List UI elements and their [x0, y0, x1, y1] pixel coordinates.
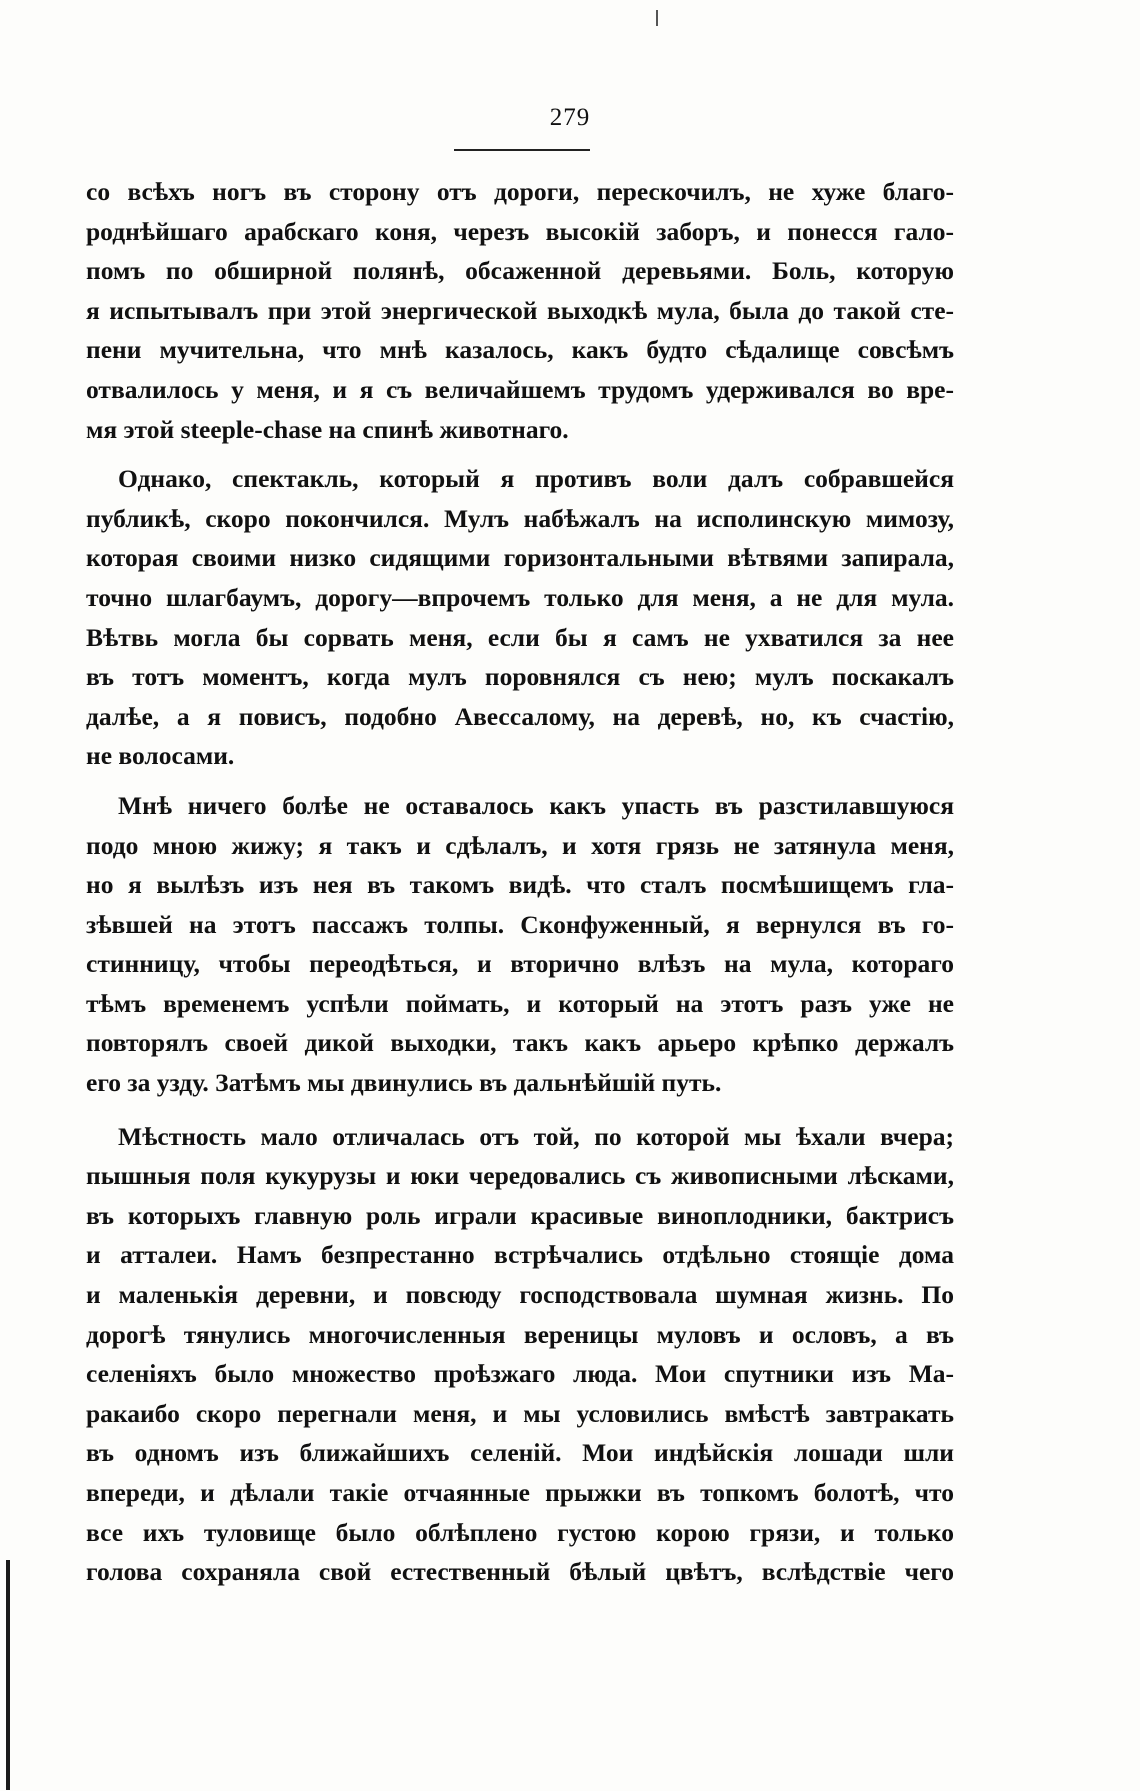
text-line: точно шлагбаумъ, дорогу—впрочемъ только для меня, а не для мула. — [86, 582, 954, 612]
text-line: все ихъ туловище было облѣплено густою корою грязи, и только — [86, 1517, 954, 1547]
text-line: отвалилось у меня, и я съ величайшемъ трудомъ удерживался во вре- — [86, 374, 954, 404]
text-line: пени мучительна, что мнѣ казалось, какъ будто сѣдалище совсѣмъ — [86, 335, 954, 365]
paragraph — [86, 172, 954, 449]
text-line: подо мною жижу; я такъ и сдѣлалъ, и хотя грязь не затянула меня, — [86, 830, 954, 860]
text-line: въ которыхъ главную роль играли красивые виноплодники, бактрисъ — [86, 1200, 954, 1230]
text-line: я испытывалъ при этой энергической выходкѣ мула, была до такой сте- — [86, 295, 954, 325]
text-line: которая своими низко сидящими горизонтальными вѣтвями запирала, — [86, 543, 954, 573]
paragraph — [86, 1117, 954, 1592]
text-line: стинницу, чтобы переодѣться, и вторично влѣзъ на мула, котораго — [86, 949, 954, 979]
text-line: впереди, и дѣлали такіе отчаянные прыжки въ топкомъ болотѣ, что — [86, 1478, 954, 1507]
scan-artifact-mark — [656, 10, 658, 26]
text-line: помъ по обширной полянѣ, обсаженной деревьями. Боль, которую — [86, 256, 954, 286]
text-line: но я вылѣзъ изъ нея въ такомъ видѣ. что сталъ посмѣшищемъ гла- — [86, 870, 954, 900]
text-line: и маленькія деревни, и повсюду господствовала шумная жизнь. По — [86, 1280, 954, 1310]
text-line: Однако, спектакль, который я противъ воли далъ собравшейся — [118, 464, 954, 494]
text-line: дорогѣ тянулись многочисленныя вереницы муловъ и ословъ, а въ — [86, 1319, 954, 1349]
text-line: роднѣйшаго арабскаго коня, черезъ высокій заборъ, и понесся гало- — [86, 216, 954, 246]
text-line: и атталеи. Намъ безпрестанно встрѣчались отдѣльно стоящіе дома — [86, 1240, 954, 1270]
text-line: Мнѣ ничего болѣе не оставалось какъ упасть въ разстилавшуюся — [118, 790, 954, 820]
text-line: въ тотъ моментъ, когда мулъ поровнялся съ нею; мулъ поскакалъ — [86, 662, 954, 692]
text-line: публикѣ, скоро покончился. Мулъ набѣжалъ на исполинскую мимозу, — [86, 503, 954, 533]
text-line: далѣе, а я повисъ, подобно Авессалому, на деревѣ, но, къ счастію, — [86, 701, 954, 731]
paragraph — [86, 459, 954, 776]
binding-edge-shadow — [6, 1560, 10, 1790]
text-line: голова сохраняла свой естественный бѣлый цвѣтъ, вслѣдствіе чего — [86, 1557, 954, 1587]
text-line: пышныя поля кукурузы и юки чередовались съ живописными лѣсками, — [86, 1161, 954, 1191]
body-text — [86, 172, 954, 1592]
text-line: селеніяхъ было множество проѣзжаго люда. Мои спутники изъ Ма- — [86, 1359, 954, 1389]
text-line: тѣмъ временемъ успѣли поймать, и который на этотъ разъ уже не — [86, 988, 954, 1018]
text-line: мя этой steeple-chase на спинѣ животнаго. — [86, 414, 569, 444]
text-line: ракаибо скоро перегнали меня, и мы условились вмѣстѣ завтракать — [86, 1398, 954, 1428]
text-line: со всѣхъ ногъ въ сторону отъ дороги, перескочилъ, не хуже благо- — [86, 177, 954, 206]
text-line: Мѣстность мало отличалась отъ той, по которой мы ѣхали вчера; — [118, 1121, 954, 1151]
paragraph — [86, 786, 954, 1103]
text-line: повторялъ своей дикой выходки, такъ какъ арьеро крѣпко держалъ — [86, 1028, 954, 1058]
text-line: зѣвшей на этотъ пассажъ толпы. Сконфуженный, я вернулся въ го- — [86, 909, 954, 939]
page-number-rule — [454, 149, 590, 151]
text-line: не волосами. — [86, 741, 235, 771]
text-line: его за узду. Затѣмъ мы двинулись въ дальнѣйшій путь. — [86, 1068, 722, 1098]
text-line: Вѣтвь могла бы сорвать меня, если бы я самъ не ухватился за нее — [86, 622, 954, 652]
page-number: 279 — [549, 104, 591, 131]
text-line: въ одномъ изъ ближайшихъ селеній. Мои индѣйскія лошади шли — [86, 1438, 954, 1468]
